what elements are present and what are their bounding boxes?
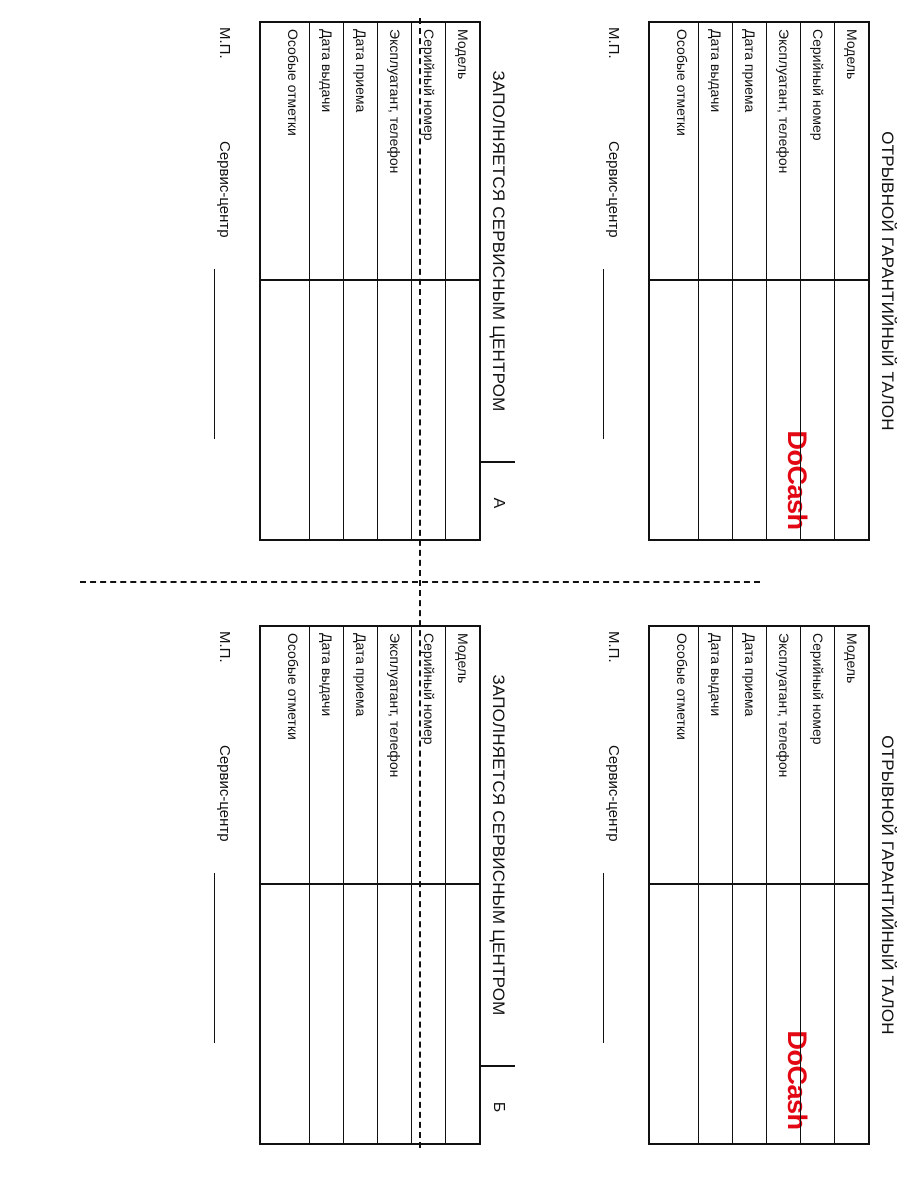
table-row: Дата приема: [343, 627, 377, 1143]
table-row: Особые отметки: [650, 627, 698, 1143]
warranty-coupon: [528, 625, 904, 1145]
coupon-table: [648, 625, 870, 1145]
service-center-label: Сервис-центр: [216, 141, 233, 238]
table-row: Дата приема: [732, 23, 766, 539]
signature-line: [214, 269, 215, 439]
signature-line: [603, 873, 604, 1043]
table-row: Особые отметки: [261, 627, 309, 1143]
coupon-footer: [596, 625, 626, 1145]
table-row: Дата приема: [343, 23, 377, 539]
warranty-coupon: [528, 21, 904, 541]
coupon-title: ОТРЫВНОЙ ГАРАНТИЙНЫЙ ТАЛОН: [878, 735, 897, 1035]
table-row: Дата приема: [732, 627, 766, 1143]
brand-logo: DoCash: [782, 430, 812, 530]
table-row: Модель: [445, 23, 479, 539]
table-row: Модель: [834, 627, 868, 1143]
stamp-label: М.П.: [216, 27, 233, 59]
coupon-footer: [207, 21, 237, 541]
coupon-footer: [207, 625, 237, 1145]
table-row: Серийный номер: [411, 23, 445, 539]
service-coupon: [139, 625, 515, 1145]
coupon-letter: А: [481, 461, 515, 543]
service-center-label: Сервис-центр: [605, 745, 622, 842]
coupon-title: ЗАПОЛНЯЕТСЯ СЕРВИСНЫМ ЦЕНТРОМ: [489, 674, 508, 1016]
table-row: Дата выдачи: [698, 627, 732, 1143]
table-row: Серийный номер: [800, 627, 834, 1143]
coupon-title: ОТРЫВНОЙ ГАРАНТИЙНЫЙ ТАЛОН: [878, 131, 897, 431]
table-row: Дата выдачи: [698, 23, 732, 539]
coupon-table: [259, 21, 481, 541]
coupon-footer: [596, 21, 626, 541]
table-row: Модель: [834, 23, 868, 539]
table-row: Эксплуатант, телефон: [377, 627, 411, 1143]
brand-logo: DoCash: [782, 1030, 812, 1130]
table-row: Серийный номер: [411, 627, 445, 1143]
coupon-letter: Б: [481, 1065, 515, 1147]
table-row: Эксплуатант, телефон: [766, 23, 800, 539]
signature-line: [214, 873, 215, 1043]
table-row: Особые отметки: [261, 23, 309, 539]
stamp-label: М.П.: [605, 27, 622, 59]
table-row: Эксплуатант, телефон: [377, 23, 411, 539]
coupon-title: ЗАПОЛНЯЕТСЯ СЕРВИСНЫМ ЦЕНТРОМ: [489, 70, 508, 412]
service-coupon: [139, 21, 515, 541]
stamp-label: М.П.: [216, 631, 233, 663]
coupon-table: [259, 625, 481, 1145]
table-row: Дата выдачи: [309, 23, 343, 539]
horizontal-cut-line: [80, 581, 760, 583]
table-row: Эксплуатант, телефон: [766, 627, 800, 1143]
service-center-label: Сервис-центр: [605, 141, 622, 238]
signature-line: [603, 269, 604, 439]
table-row: Дата выдачи: [309, 627, 343, 1143]
service-center-label: Сервис-центр: [216, 745, 233, 842]
table-row: Модель: [445, 627, 479, 1143]
coupon-table: [648, 21, 870, 541]
stamp-label: М.П.: [605, 631, 622, 663]
table-row: Особые отметки: [650, 23, 698, 539]
table-row: Серийный номер: [800, 23, 834, 539]
